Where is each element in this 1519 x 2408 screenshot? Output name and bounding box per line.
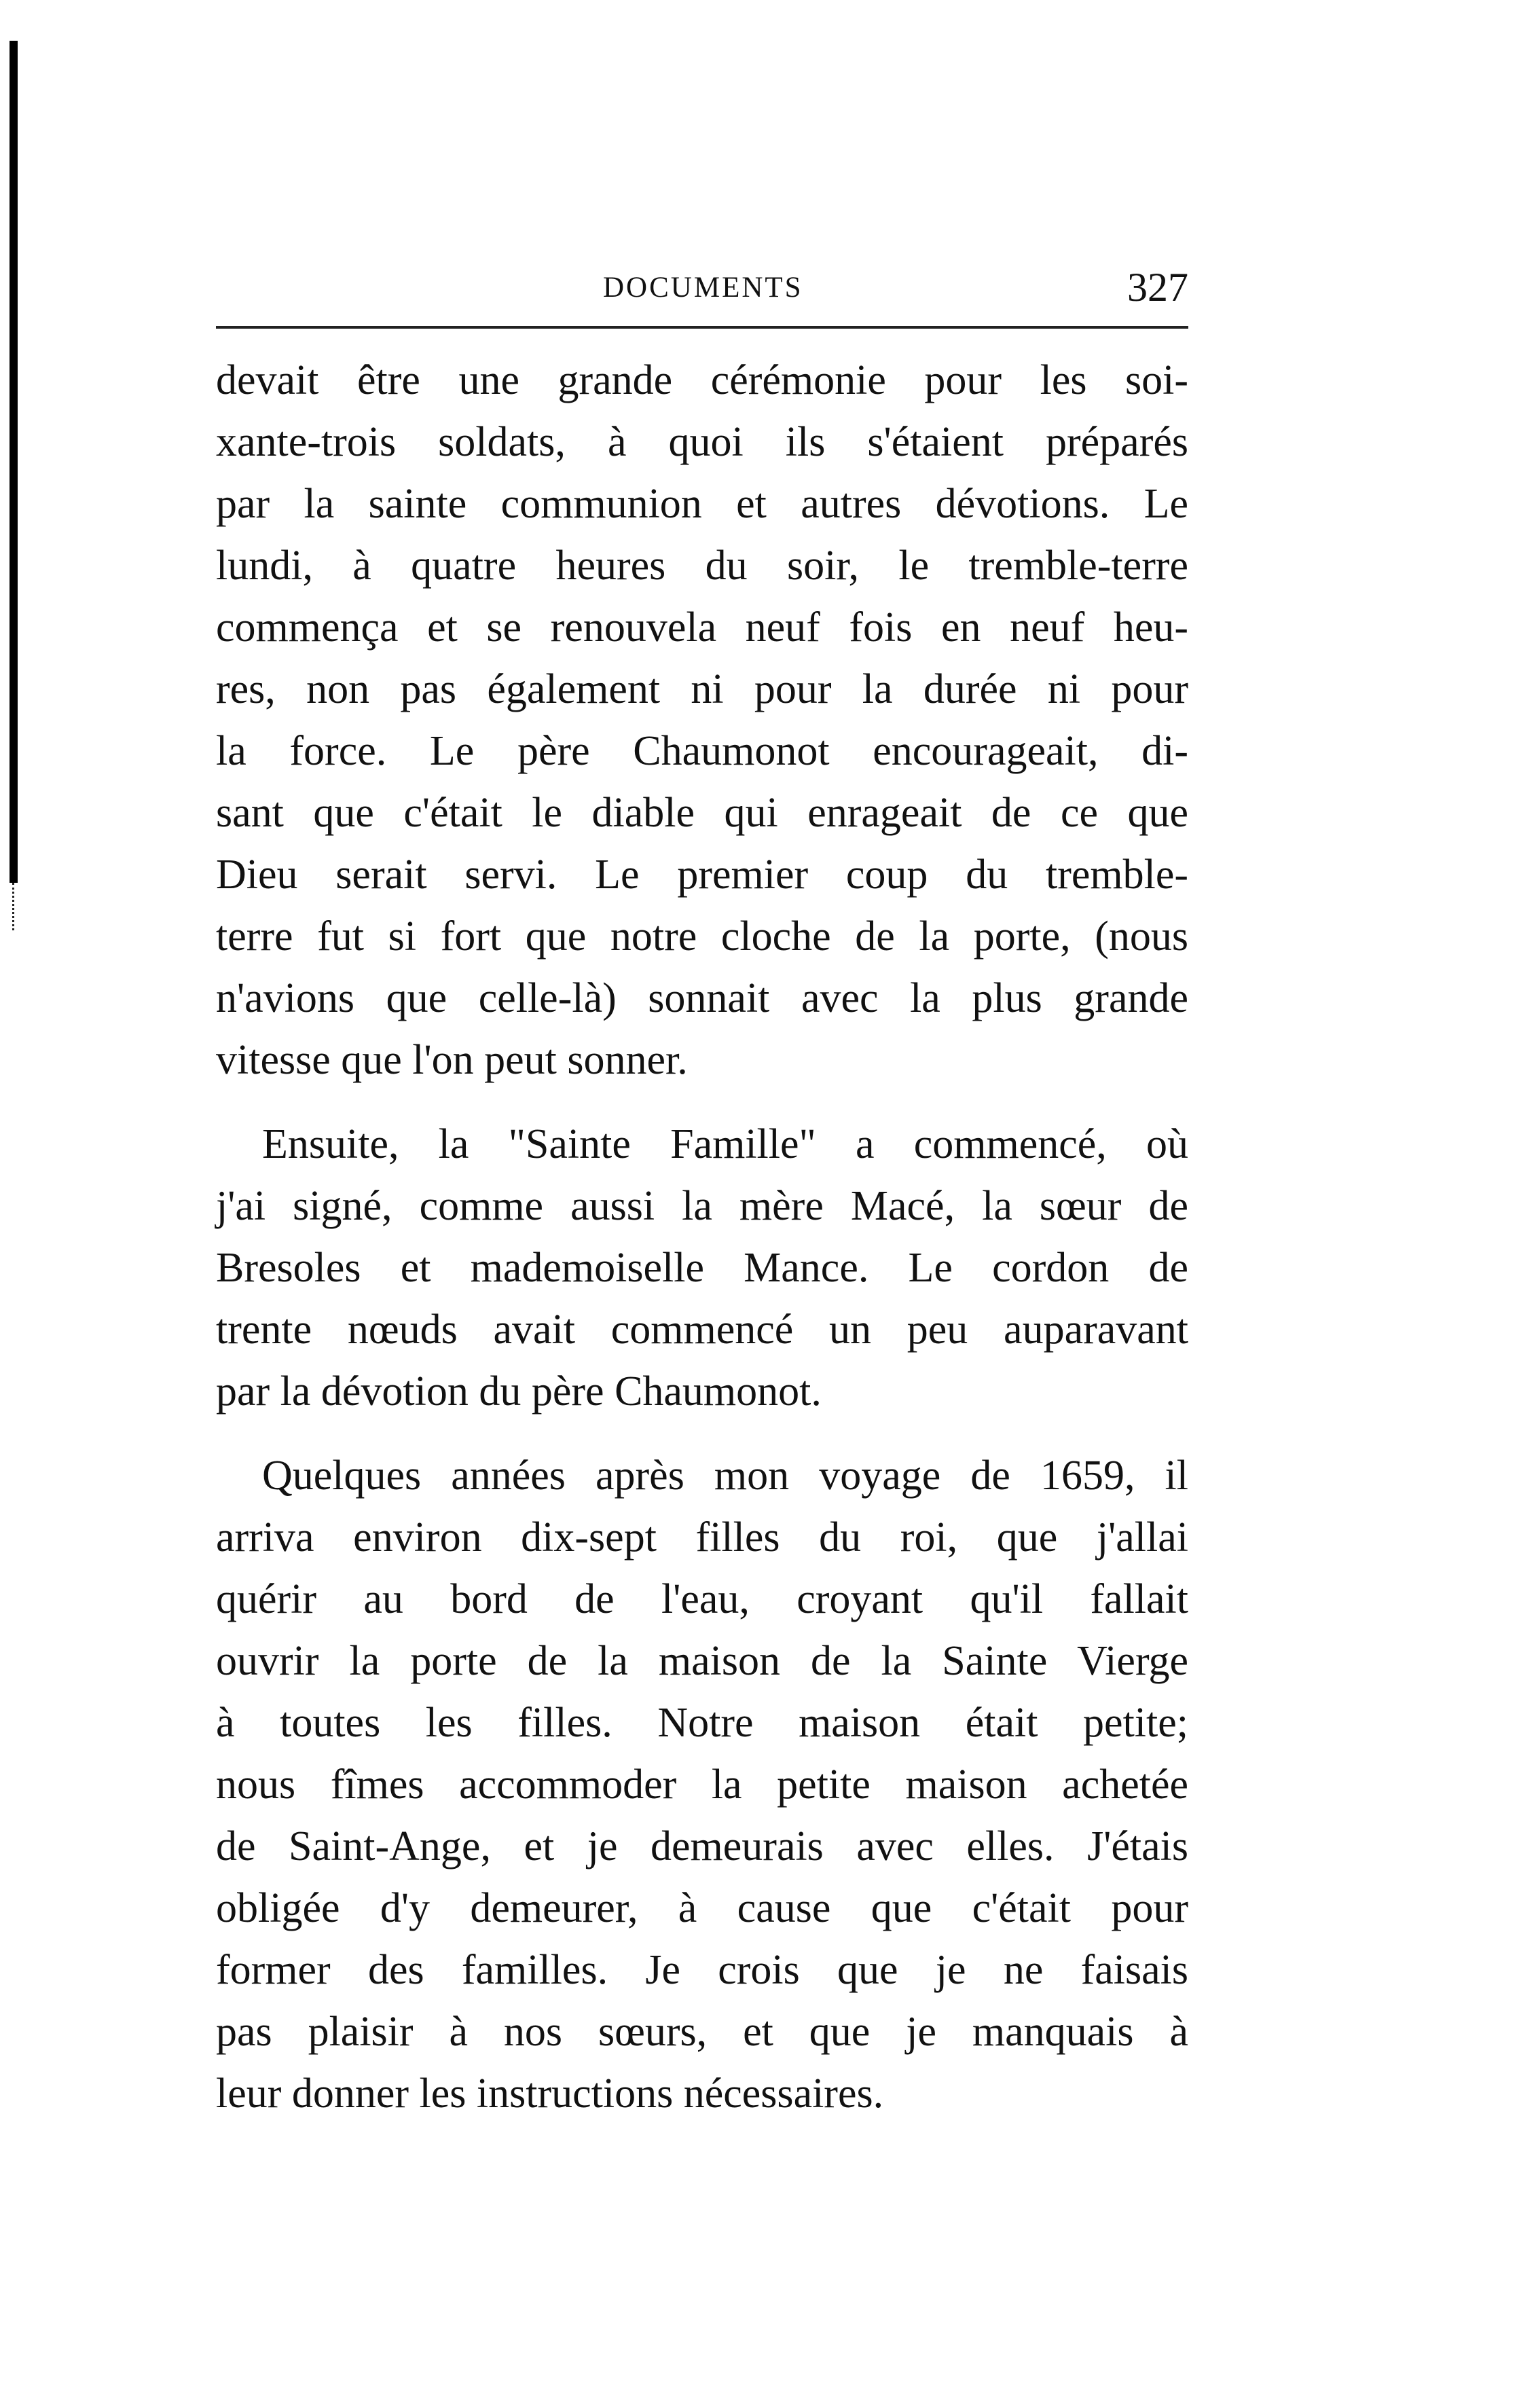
paragraph-spacer [216, 1423, 1188, 1445]
paragraph-2 [216, 1114, 1188, 1423]
text-line: la force. Le père Chaumonot encourageait, di- [216, 728, 1188, 774]
running-head: DOCUMENTS [603, 272, 803, 304]
text-line: j'ai signé, comme aussi la mère Macé, la sœur de [216, 1183, 1188, 1229]
text-line: quérir au bord de l'eau, croyant qu'il fallait [216, 1576, 1188, 1622]
text-line: Dieu serait servi. Le premier coup du tremble- [216, 852, 1188, 898]
scan-edge-marks [12, 883, 17, 930]
header-rule [216, 326, 1188, 329]
text-line: par la dévotion du père Chaumonot. [216, 1368, 822, 1415]
text-line: arriva environ dix-sept filles du roi, que j'allai [216, 1514, 1188, 1561]
text-line: ouvrir la porte de la maison de la Sainte Vierge [216, 1638, 1188, 1684]
text-line: Ensuite, la "Sainte Famille" a commencé, où [262, 1121, 1188, 1167]
text-line: n'avions que celle-là) sonnait avec la plus grande [216, 975, 1188, 1021]
text-line: par la sainte communion et autres dévotions. Le [216, 481, 1188, 527]
text-line: obligée d'y demeurer, à cause que c'était pour [216, 1885, 1188, 1931]
text-line: trente nœuds avait commencé un peu auparavant [216, 1307, 1188, 1353]
paragraph-1 [216, 350, 1188, 1091]
page-header [216, 265, 1188, 310]
text-line: vitesse que l'on peut sonner. [216, 1037, 688, 1083]
text-line: Quelques années après mon voyage de 1659, il [262, 1453, 1188, 1499]
text-line: sant que c'était le diable qui enrageait de ce que [216, 790, 1188, 836]
text-line: former des familles. Je crois que je ne faisais [216, 1947, 1188, 1993]
page-number: 327 [1127, 265, 1188, 310]
text-line: lundi, à quatre heures du soir, le tremble-terre [216, 543, 1188, 589]
text-line: de Saint-Ange, et je demeurais avec elles. J'étais [216, 1823, 1188, 1869]
paragraph-3 [216, 1445, 1188, 2125]
text-line: à toutes les filles. Notre maison était petite; [216, 1700, 1188, 1746]
text-line: res, non pas également ni pour la durée ni pour [216, 666, 1188, 712]
text-line: xante-trois soldats, à quoi ils s'étaient préparés [216, 419, 1188, 465]
text-line: leur donner les instructions nécessaires. [216, 2070, 884, 2117]
text-line: pas plaisir à nos sœurs, et que je manquais à [216, 2009, 1188, 2055]
scan-edge-shadow [10, 41, 18, 883]
text-line: terre fut si fort que notre cloche de la porte, (nous [216, 913, 1188, 960]
text-line: commença et se renouvela neuf fois en neuf heu- [216, 604, 1188, 651]
text-line: devait être une grande cérémonie pour les soi- [216, 357, 1188, 403]
text-line: Bresoles et mademoiselle Mance. Le cordon de [216, 1245, 1188, 1291]
text-line: nous fîmes accommoder la petite maison achetée [216, 1762, 1188, 1808]
paragraph-spacer [216, 1091, 1188, 1114]
body-text [216, 350, 1188, 2125]
